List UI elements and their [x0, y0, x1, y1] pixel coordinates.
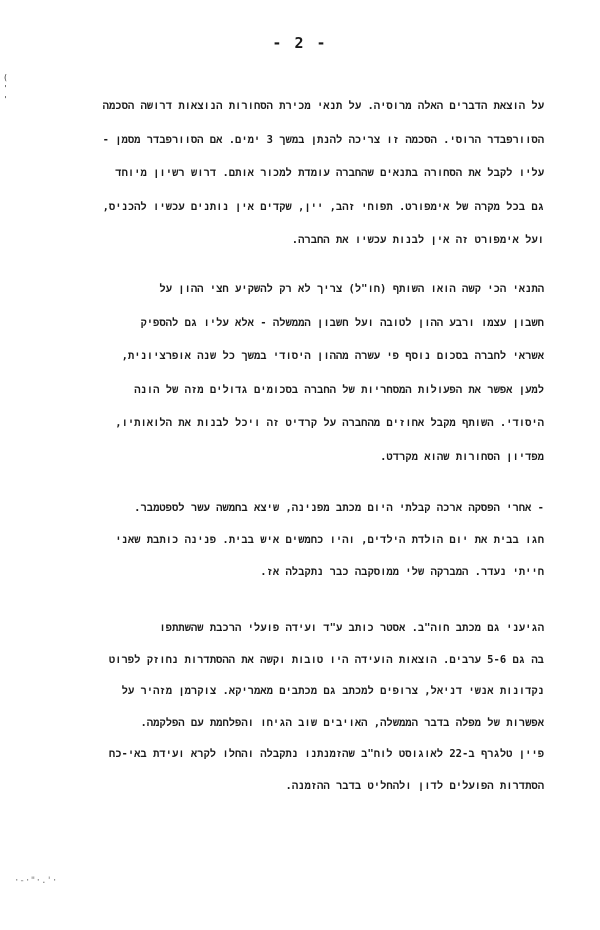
- text-line: חייתי נעדר. המברקה שלי ממוסקבה כבר נתקבלה אז.: [260, 566, 544, 578]
- text-line: היסודי. השותף מקבל אחוזים מהחברה על קרדיט זה ויכל לבנות את הלואותיו,: [115, 417, 544, 429]
- paragraph-workers-conference: [44, 622, 544, 811]
- text-line: חגו בבית את יום הולדת הילדים, והיו כחמשים איש בבית. פנינה כותבת שאני: [115, 534, 544, 546]
- text-line: הסוורפבדר הרוסי. הסכמה זו צריכה להנתן במשך 3 ימים. אם הסוורפבדר מסמן -: [102, 133, 544, 146]
- paragraph-letter-from-pnina: [44, 502, 544, 598]
- margin-marks: [3, 72, 8, 105]
- text-line: הגיעני גם מכתב חוה"ב. אסטר כותב ע"ד ועידה פועלי הרכבת שהשתתפו: [159, 622, 544, 634]
- margin-mark: (: [3, 73, 8, 82]
- text-line: - אחרי הפסקה ארכה קבלתי היום מכתב מפנינה, שיצא בחמשה עשר לספטמבר.: [134, 502, 544, 514]
- page-number: - 2 -: [272, 34, 328, 52]
- margin-mark: ': [3, 95, 8, 104]
- text-line: אשראי לחברה בסכום נוסף פי עשרה מההון היסודי במשך כל שנה אופרציונית,: [121, 350, 544, 362]
- text-line: מפדיון הסחורות שהוא מקרדט.: [380, 450, 544, 463]
- text-line: הסתדרות הפועלים לדון ולהחליט בדבר ההזמנה.: [285, 779, 544, 792]
- text-line: על הוצאת הדברים האלה מרוסיה. על תנאי מכירת הסחורות הנוצאות דרושה הסכמה: [102, 100, 544, 112]
- text-line: למען אפשר את הפעולות המסחריות של החברה בסכומים גדולים מזה של הונה: [134, 383, 544, 396]
- text-line: גם בכל מקרה של אימפורט. תפוחי זהב, יין, שקדים אין נותנים עכשיו להכניס,: [102, 200, 544, 213]
- margin-mark: ': [3, 84, 8, 93]
- text-line: בה גם 5-6 ערבים. הוצאות הועידה היו טובות וקשה את ההסתדרות נחוזק לפרוט: [108, 653, 544, 666]
- text-line: אפשרות של מפלה בדבר הממשלה, האויבים שוב הגיחו והפלחמת עם הפלקמה.: [140, 716, 544, 729]
- text-line: פיין טלגרף ב-22 לאוגוסט לוח"ב שהזמנתנו נתקבלה והחלו לקרא ועידת באי-כח: [108, 748, 544, 760]
- text-line: עליו לקבל את הסחורה בתנאים שהחברה עומדת למכור אותם. דרוש רשיון מיוחד: [115, 167, 544, 179]
- paragraph-export-terms: [44, 100, 544, 268]
- text-line: חשבון עצמו ורבע ההון לטובה ועל חשבון הממשלה - אלא עליו גם להספיק: [140, 316, 544, 329]
- text-line: ועל אימפורט זה אין לבנות עכשיו את החברה.: [291, 234, 544, 246]
- handwritten-scribble: ·-·"·.'·: [14, 876, 58, 886]
- text-line: נקדונות אנשי דניאל, צרופים למכתב גם מכתבים מאמריקא. צוקרמן מזהיר על: [121, 685, 544, 697]
- paragraph-partner-terms: [44, 283, 544, 484]
- text-line: התנאי הכי קשה הואו השותף (חו"ל) צריך לא רק להשקיע חצי ההון על: [159, 283, 544, 295]
